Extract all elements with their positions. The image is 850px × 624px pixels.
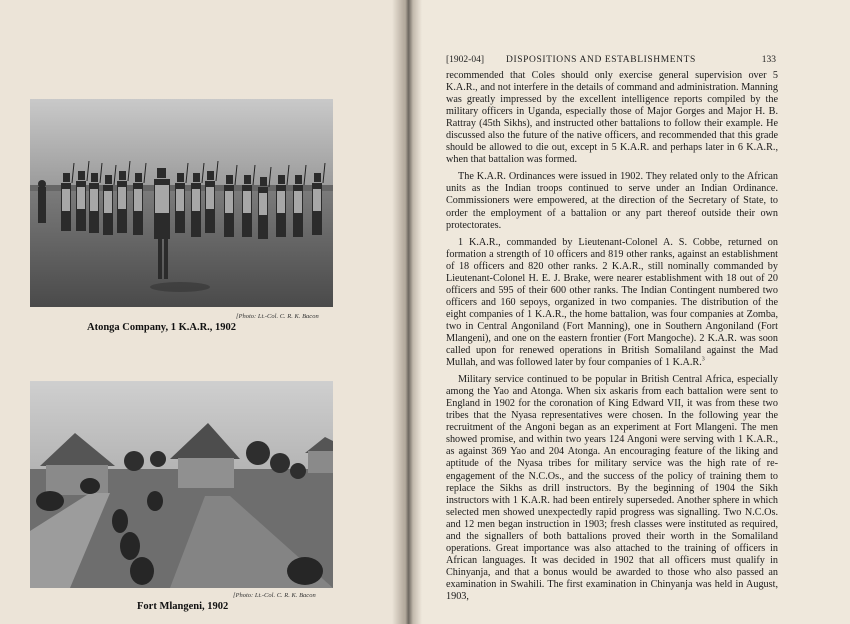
fort-photo-image <box>30 381 333 588</box>
header-title: DISPOSITIONS AND ESTABLISHMENTS <box>506 55 696 65</box>
atonga-company-photo <box>30 99 333 307</box>
photo-caption-fort: Fort Mlangeni, 1902 <box>137 601 229 612</box>
photo-caption-atonga: Atonga Company, 1 K.A.R., 1902 <box>87 322 237 333</box>
page-number: 133 <box>761 55 776 65</box>
paragraph-4: Military service continued to be popular in British Central Africa, especially among the Yao and Atonga. When six askaris from each battalion were sent to England in 1902 for the coronation of King Edward VII, it was from these two tribes that the Nyasa representatives were chosen. In the following year the recruitment of the Angoni began as an experiment at Fort Mlangeni. The men showed promise, and within two years 124 Angoni were serving with 1 K.A.R., as against 369 Yao and 204 Atonga. An encouraging feature of the liking and aptitude of the Nyasa tribes for military service was the high rate of re-engagement of the N.C.Os., and the success of the policy of training them to replace the Sikhs as drill instructors. By the beginning of 1904 the Sikh instructors with 1 K.A.R. had been entirely superseded. Another sphere in which selected men showed unexpectedly rapid progress was signalling. Two N.C.Os. and 12 men began instruction in 1903; fresh classes were instituted as required, and the signallers of both battalions proved their worth in the Somaliland operations. Great importance was also attached to the training of officers in African languages. It was decided in 1902 that all officers must qualify in Chinyanja, and that a bonus would be awarded to those who also passed an examination in Swahili. The first examination in Chinyanja was held in August, 1903, <box>446 374 778 602</box>
photo-credit-1: [Photo: Lt.-Col. C. R. K. Bacon <box>236 313 319 320</box>
left-page <box>0 0 410 624</box>
paragraph-1: recommended that Coles should only exercise general supervision over 5 K.A.R., and not interfere in the details of command and administration. Manning was greatly impressed by the excellent intelligence reports compiled by the military officers in Uganda, especially those of Major Gorges and Major H. B. Rattray (45th Sikhs), and instructed other battalions to follow their example. He discussed also the future of the native officers, and recommended that this grade should be allowed to die out, except in 5 K.A.R. and perhaps later in 6 K.A.R., when that battalion was formed. <box>446 70 778 166</box>
book-gutter <box>392 0 422 624</box>
header-date-range: [1902-04] <box>446 55 484 65</box>
photo-credit-2: [Photo: Lt.-Col. C. R. K. Bacon <box>233 592 316 599</box>
paragraph-2: The K.A.R. Ordinances were issued in 1902. They related only to the African units as the Indian troops continued to serve under an Indian Ordinance. Commissioners were empowered, at the direction of the Secretary of State, to order the employment of a battalion or any part thereof outside their own protectorates. <box>446 171 778 231</box>
body-text <box>446 70 778 608</box>
fort-mlangeni-photo <box>30 381 333 588</box>
paragraph-3 <box>446 237 778 370</box>
paragraph-3-text: 1 K.A.R., commanded by Lieutenant-Colonel A. S. Cobbe, returned on formation a strength of 10 officers and 819 other ranks, against an establishment of 18 officers and 820 other ranks. 2 K.A.R., still nominally commanded by Lieutenant-Colonel H. E. J. Brake, were nearer establishment with 18 out of 20 officers and 595 of their 600 other ranks. The Indian Contingent numbered two officers and 160 sepoys, organized in two companies. The distribution of the eight companies of 1 K.A.R., the home battalion, was four companies at Zomba, two in Central Angoniland (Fort Manning), one in Southern Angoniland (Fort Mlangeni), and one on the eastern frontier (Fort Mangoche). 2 K.A.R. was soon called upon for renewed operations in British Somaliland against the Mad Mullah, and was followed later by four companies of 1 K.A.R. <box>446 236 778 369</box>
footnote-marker: 3 <box>701 356 705 363</box>
soldiers-photo-image <box>30 99 333 307</box>
